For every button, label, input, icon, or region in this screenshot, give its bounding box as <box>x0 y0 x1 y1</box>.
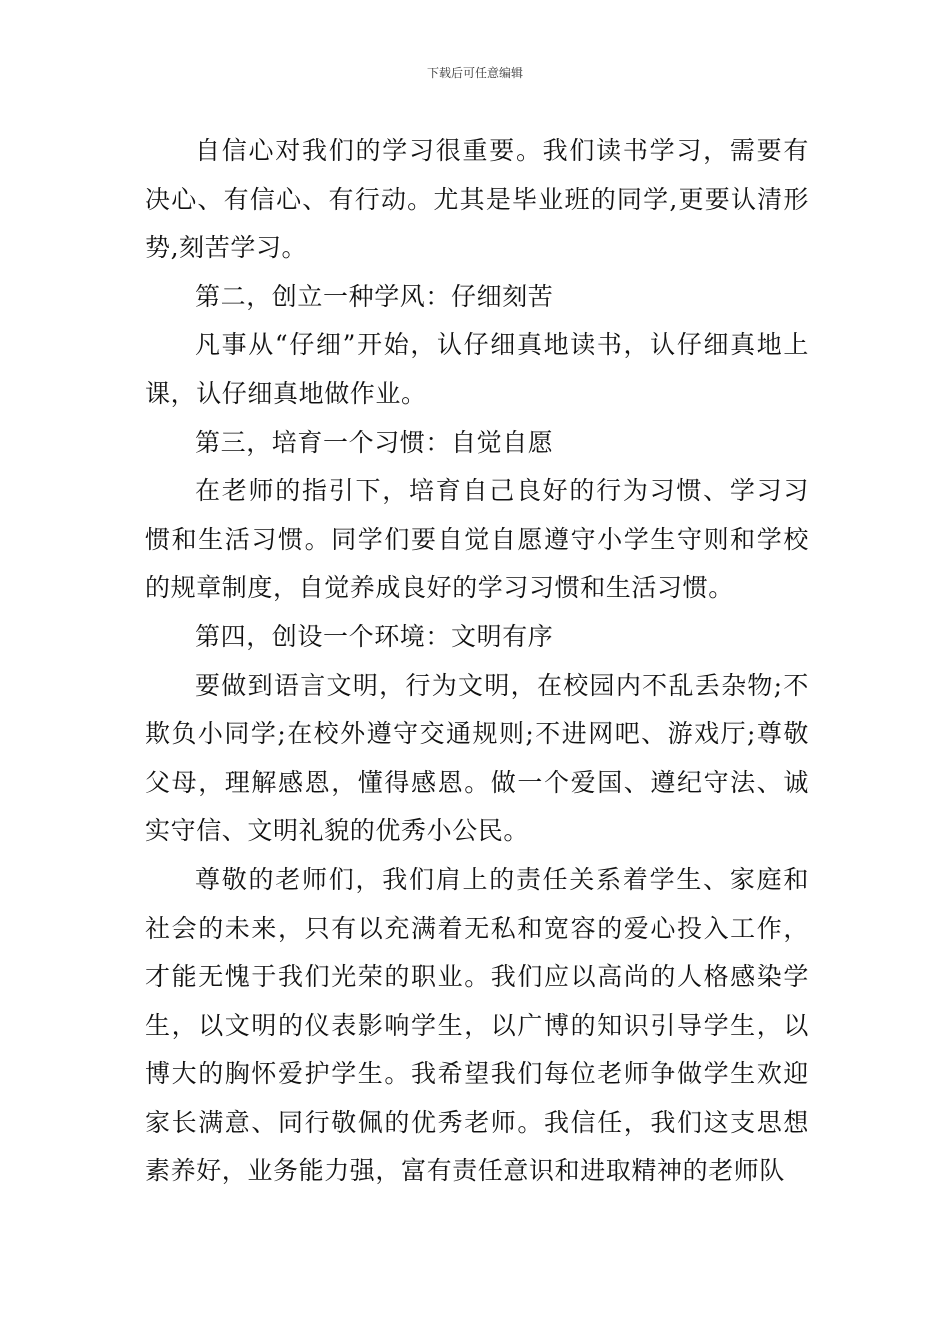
heading-third-point: 第三，培育一个习惯：自觉自愿 <box>195 427 554 457</box>
heading-second-point: 第二，创立一种学风：仔细刻苦 <box>195 281 554 311</box>
document-body <box>145 127 809 1196</box>
paragraph-civilized: 要做到语言文明，行为文明，在校园内不乱丢杂物;不欺负小同学;在校外遵守交通规则;不进网吧、游戏厅;尊敬父母，理解感恩，懂得感恩。做一个爱国、遵纪守法、诚实守信、文明礼貌的优秀小公民。 <box>145 670 809 846</box>
heading-fourth-point: 第四，创设一个环境：文明有序 <box>195 621 554 651</box>
paragraph-teachers: 尊敬的老师们，我们肩上的责任关系着学生、家庭和社会的未来，只有以充满着无私和宽容的爱心投入工作，才能无愧于我们光荣的职业。我们应以高尚的人格感染学生，以文明的仪表影响学生，以广博的知识引导学生，以博大的胸怀爱护学生。我希望我们每位老师争做学生欢迎家长满意、同行敬佩的优秀老师。我信任，我们这支思想素养好，业务能力强，富有责任意识和进取精神的老师队 <box>145 864 809 1186</box>
page-header-note: 下载后可任意编辑 <box>426 66 523 80</box>
paragraph-confidence: 自信心对我们的学习很重要。我们读书学习，需要有决心、有信心、有行动。尤其是毕业班的同学,更要认清形势,刻苦学习。 <box>145 136 809 263</box>
paragraph-careful: 凡事从“仔细”开始，认仔细真地读书，认仔细真地上课，认仔细真地做作业。 <box>145 330 809 408</box>
paragraph-habits: 在老师的指引下，培育自己良好的行为习惯、学习习惯和生活习惯。同学们要自觉自愿遵守小学生守则和学校的规章制度，自觉养成良好的学习习惯和生活习惯。 <box>145 476 809 603</box>
